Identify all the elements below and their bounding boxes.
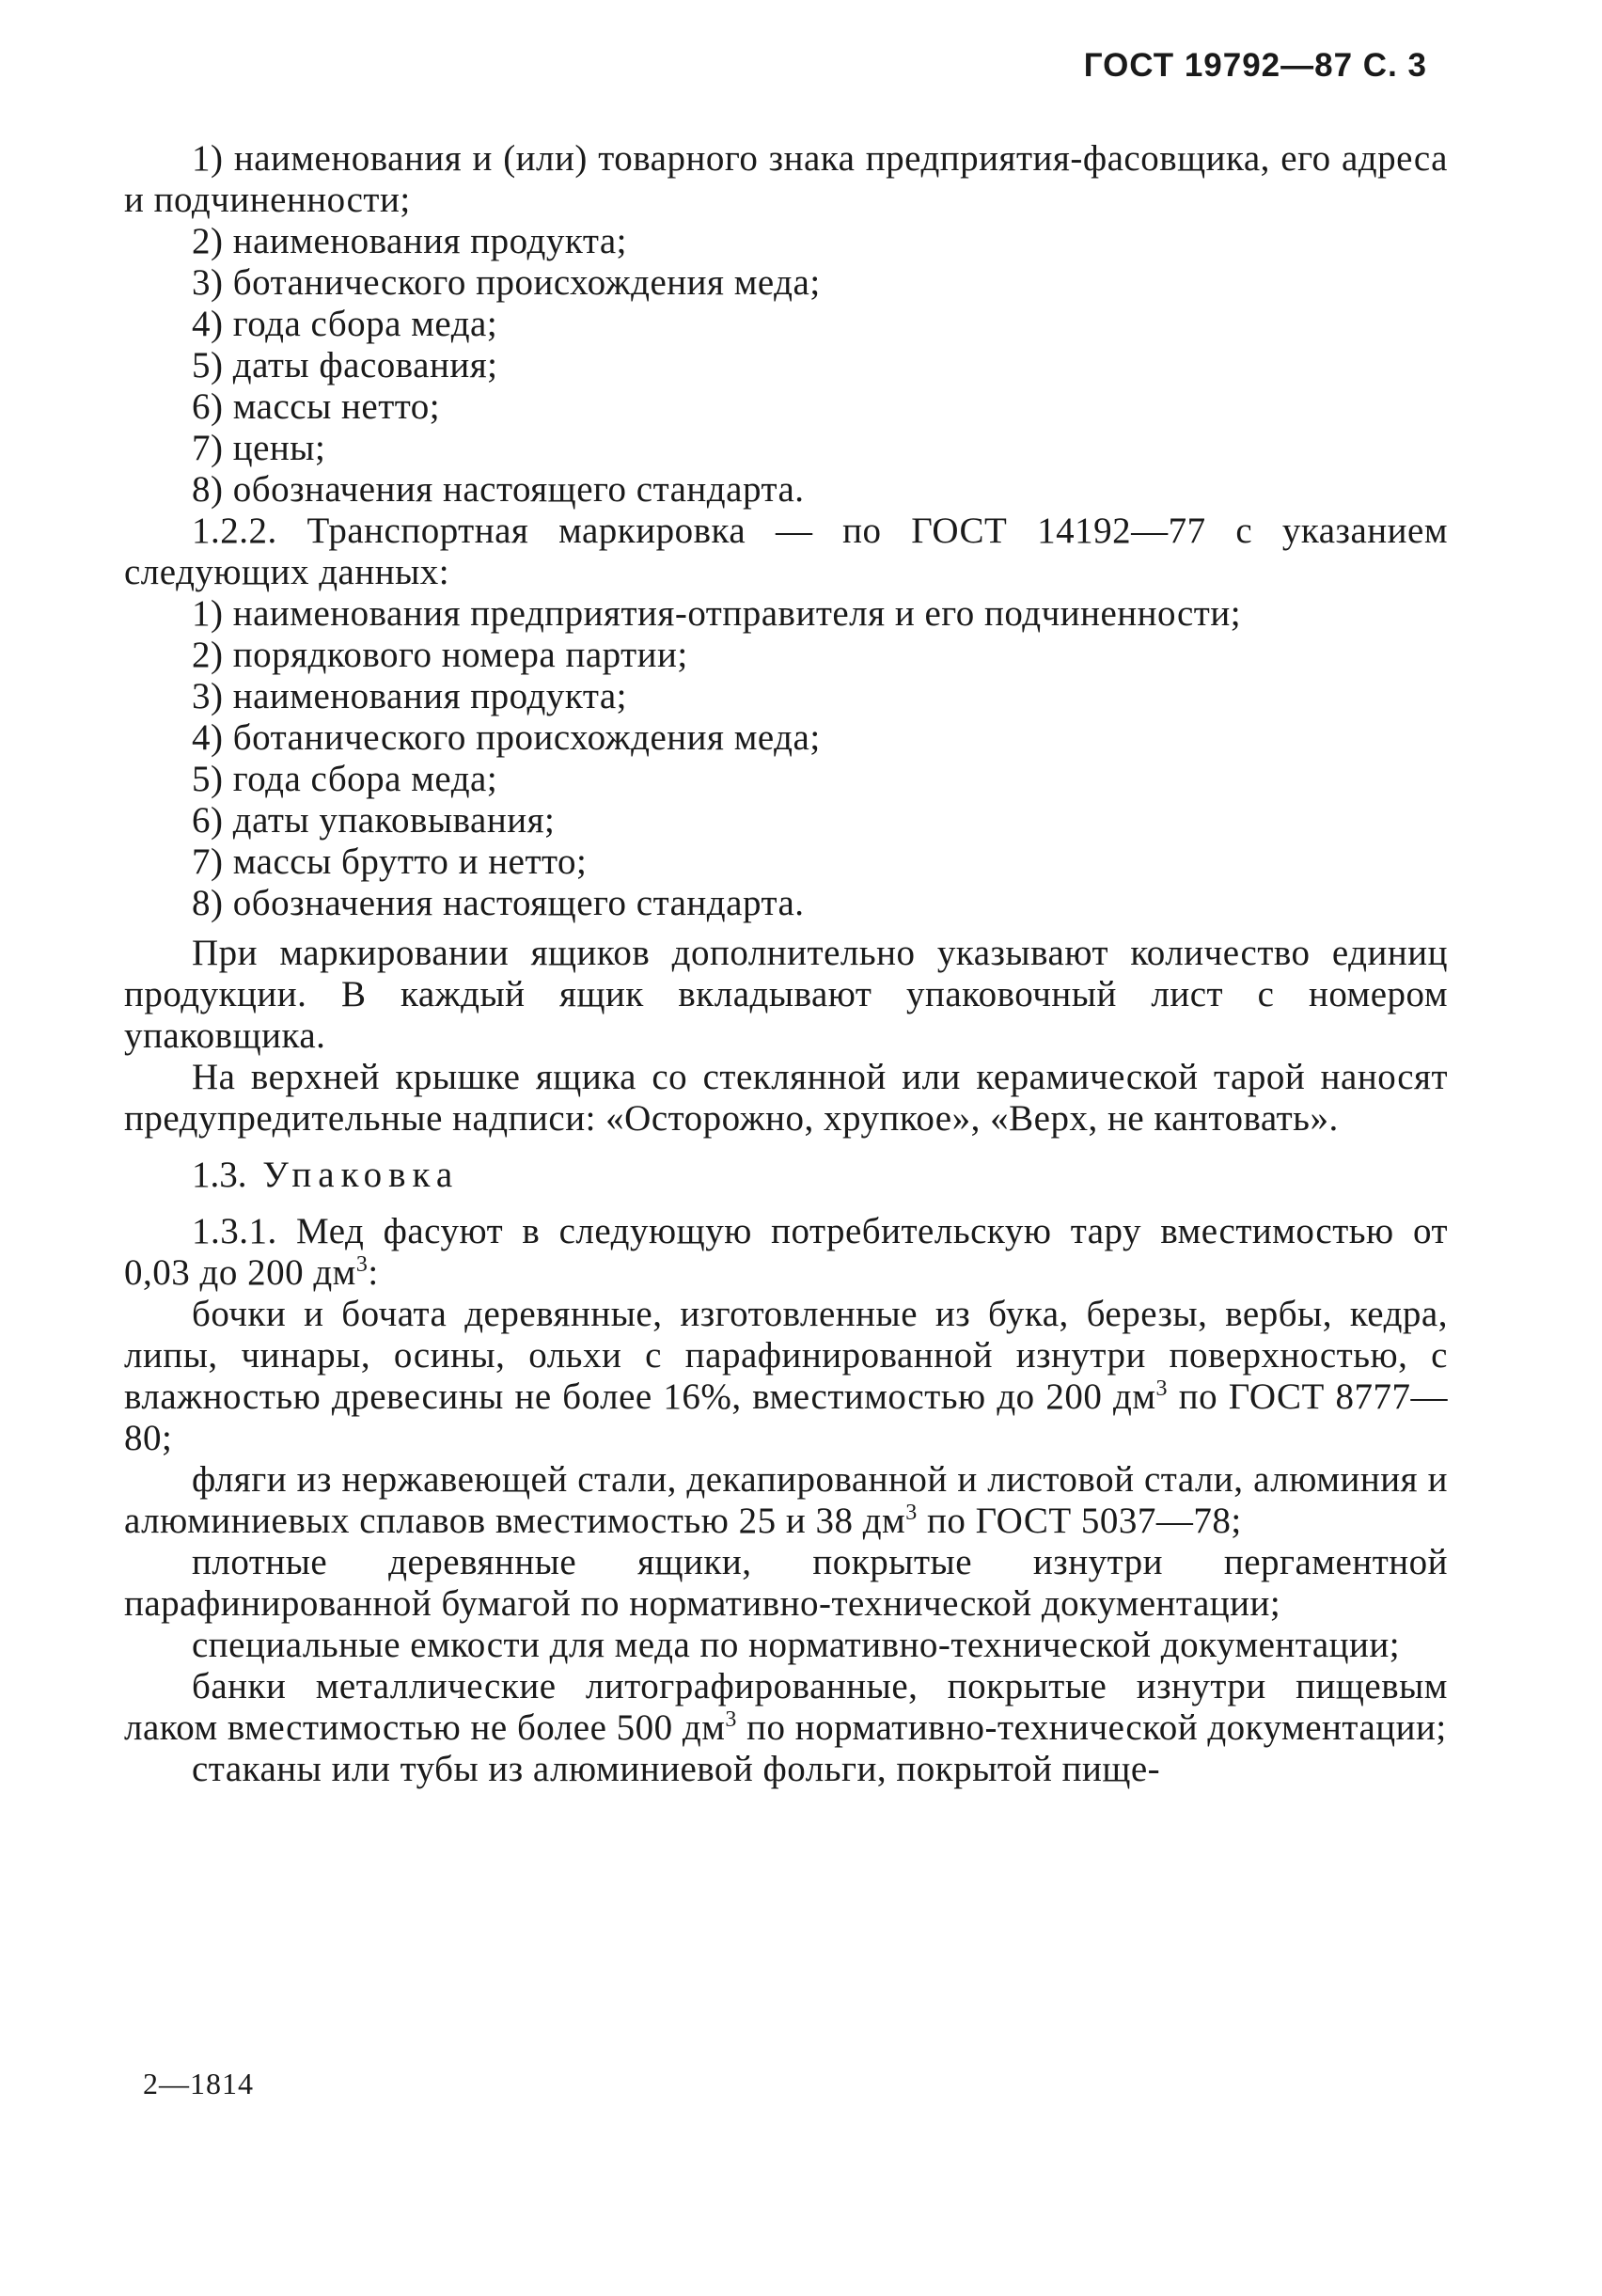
consumer-item-8: 8) обозначения настоящего стандарта. [192,469,805,510]
superscript-3: 3 [725,1707,737,1732]
lid-warning-paragraph: На верхней крышке ящика со стеклянной или керамической тарой наносят предупредительные надписи: «Осторожно, хрупкое», «Верх, не кантовать». [124,1057,1448,1139]
section-title: Упаковка [262,1155,460,1195]
document-body [124,138,1448,1790]
transport-item-3: 3) наименования продукта; [192,676,627,716]
section-number: 1.3. [192,1155,247,1195]
flasks-text: фляги из нержавеющей стали, декапированной и листовой стали, алюминия и алюминиевых сплавов вместимостью 25 и 38 дм [124,1459,1448,1541]
consumer-item-4: 4) года сбора меда; [192,304,498,344]
barrels-text: бочки и бочата деревянные, изготовленные из бука, березы, вербы, кедра, липы, чинары, осины, ольхи с парафинированной изнутри поверхностью, с влажностью древесины не более 16%, вместимостью до 200 дм [124,1294,1448,1417]
transport-item-2: 2) порядкового номера партии; [192,635,688,675]
consumer-item-1: 1) наименования и (или) товарного знака предприятия-фасовщика, его адреса и подчиненности; [124,138,1448,220]
barrels-text-end: по ГОСТ 8777—80; [124,1376,1448,1458]
wooden-boxes-paragraph: плотные деревянные ящики, покрытые изнутри пергаментной парафинированной бумагой по нормативно-технической документации; [124,1542,1448,1624]
flasks-paragraph [124,1459,1448,1542]
consumer-item-7: 7) цены; [192,428,326,468]
flasks-text-end: по ГОСТ 5037—78; [917,1501,1242,1541]
cans-text: банки металлические литографированные, покрытые изнутри пищевым лаком вместимостью не более 500 дм [124,1666,1448,1748]
superscript-3: 3 [355,1252,369,1277]
consumer-item-6: 6) массы нетто; [192,386,441,427]
special-containers-paragraph: специальные емкости для меда по нормативно-технической документации; [192,1625,1401,1665]
transport-item-6: 6) даты упаковывания; [192,800,556,841]
transport-item-7: 7) массы брутто и нетто; [192,841,588,882]
cups-paragraph: стаканы или тубы из алюминиевой фольги, покрытой пище- [192,1749,1161,1789]
consumer-item-2: 2) наименования продукта; [192,221,627,261]
packaging-intro-colon: : [368,1252,379,1293]
transport-item-1: 1) наименования предприятия-отправителя и его подчиненности; [192,593,1242,634]
transport-marking-paragraph: 1.2.2. Транспортная маркировка — по ГОСТ 14192—77 с указанием следующих данных: [124,511,1448,592]
page-header: ГОСТ 19792—87 С. 3 [1083,47,1427,84]
superscript-3: 3 [905,1501,918,1525]
packaging-intro-paragraph [124,1211,1448,1294]
transport-item-4: 4) ботанического происхождения меда; [192,717,821,758]
cans-text-end: по нормативно-технической документации; [736,1707,1447,1748]
boxes-marking-paragraph: При маркировании ящиков дополнительно указывают количество единиц продукции. В каждый ящик вкладывают упаковочный лист с номером упаковщика. [124,933,1448,1056]
transport-item-5: 5) года сбора меда; [192,759,498,799]
transport-item-8: 8) обозначения настоящего стандарта. [192,883,805,923]
page-signature: 2—1814 [143,2067,254,2100]
consumer-item-3: 3) ботанического происхождения меда; [192,262,821,303]
barrels-paragraph [124,1294,1448,1459]
consumer-item-5: 5) даты фасования; [192,345,498,385]
section-heading [124,1155,1448,1196]
cans-paragraph [124,1666,1448,1749]
superscript-3: 3 [1155,1376,1169,1401]
packaging-intro-text: 1.3.1. Мед фасуют в следующую потребительскую тару вместимостью от 0,03 до 200 дм [124,1211,1448,1293]
